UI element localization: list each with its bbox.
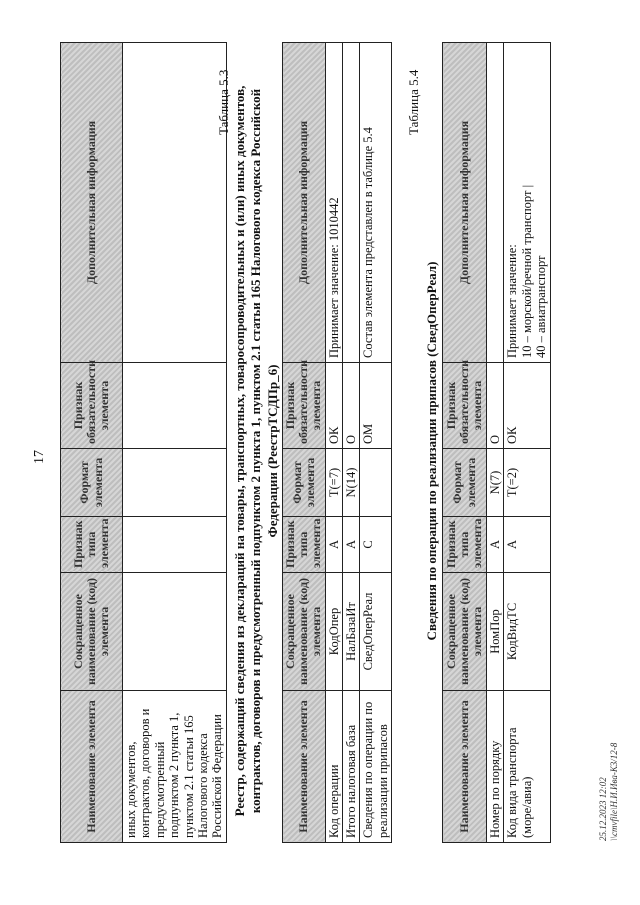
col-header-type: Признак типа элемента	[61, 517, 123, 573]
col-header-required: Признак обязательности элемента	[283, 363, 326, 449]
cell-format: N(7)	[487, 449, 504, 517]
cell-format	[360, 449, 392, 517]
cell-code: НалБазаИт	[342, 573, 359, 691]
cell-code	[123, 573, 227, 691]
cell-format	[123, 449, 227, 517]
info-line: Принимает значение:	[505, 244, 520, 358]
cell-required: О	[342, 363, 359, 449]
cell-type: С	[360, 517, 392, 573]
footer-stamp	[598, 743, 620, 841]
table-5-3	[282, 42, 392, 843]
continuation-table	[60, 42, 227, 843]
cell-required: О	[487, 363, 504, 449]
cell-required: ОК	[504, 363, 550, 449]
col-header-code: Сокращенное наименование (код) элемента	[61, 573, 123, 691]
cell-info	[504, 43, 550, 363]
table-5-4	[442, 42, 551, 843]
cell-info: Состав элемента представлен в таблице 5.4	[360, 43, 392, 363]
table-5-4-caption: Таблица 5.4	[406, 69, 421, 135]
col-header-code: Сокращенное наименование (код) элемента	[283, 573, 326, 691]
table-row	[487, 43, 504, 843]
cell-format: N(14)	[342, 449, 359, 517]
cell-code: КодВидТС	[504, 573, 550, 691]
col-header-format: Формат элемента	[283, 449, 326, 517]
col-header-type: Признак типа элемента	[283, 517, 326, 573]
col-header-format: Формат элемента	[443, 449, 487, 517]
table-row	[360, 43, 392, 843]
cell-code: СведОперРеал	[360, 573, 392, 691]
cell-name: иных документов, контрактов, договоров и предусмотренный подпунктом 2 пункта 1, пунктом 2.1 статьи 165 Налогового кодекса Российской Федерации	[123, 691, 227, 843]
col-header-format: Формат элемента	[61, 449, 123, 517]
col-header-type: Признак типа элемента	[443, 517, 487, 573]
col-header-info: Дополнительная информация	[443, 43, 487, 363]
col-header-name: Наименование элемента	[61, 691, 123, 843]
col-header-required: Признак обязательности элемента	[443, 363, 487, 449]
table-row	[504, 43, 550, 843]
cell-info	[487, 43, 504, 363]
col-header-code: Сокращенное наименование (код) элемента	[443, 573, 487, 691]
cell-type: А	[487, 517, 504, 573]
cell-type: А	[325, 517, 342, 573]
cell-format: T(=7)	[325, 449, 342, 517]
cell-required: ОК	[325, 363, 342, 449]
cell-type: А	[504, 517, 550, 573]
cell-format: T(=2)	[504, 449, 550, 517]
col-header-name: Наименование элемента	[443, 691, 487, 843]
table-row	[123, 43, 227, 843]
cell-name: Код вида транспорта (море/авиа)	[504, 691, 550, 843]
info-line: 40 – авиатранспорт	[534, 255, 549, 358]
cell-code: КодОпер	[325, 573, 342, 691]
table-5-3-heading: Реестр, содержащий сведения из деклараций на товары, транспортных, товаросопроводительных и (или) иных документов, контрактов, договоров и предусмотренный подпунктом 2 пункта 1, пунктом 2.1 статьи 165 Налогового кодекса Российской Федерации (РеестрТСДПр_6)	[232, 85, 280, 817]
cell-type: А	[342, 517, 359, 573]
table-row	[342, 43, 359, 843]
cell-type	[123, 517, 227, 573]
cell-code: НомПор	[487, 573, 504, 691]
cell-name: Сведения по операции по реализации припасов	[360, 691, 392, 843]
footer-date: 25.12.2023 12:02	[598, 777, 608, 841]
col-header-name: Наименование элемента	[283, 691, 326, 843]
cell-info	[342, 43, 359, 363]
col-header-info: Дополнительная информация	[283, 43, 326, 363]
cell-name: Итого налоговая база	[342, 691, 359, 843]
cell-required: ОМ	[360, 363, 392, 449]
cell-info: Принимает значение: 1010442	[325, 43, 342, 363]
table-5-3-caption: Таблица 5.3	[216, 69, 231, 135]
page-number: 17	[32, 450, 47, 464]
footer-path: \\cmvfile\Н.И.Ива-К3/12-8	[608, 742, 619, 841]
cell-required	[123, 363, 227, 449]
table-5-4-heading: Сведения по операции по реализации припасов (СведОперРеал)	[424, 261, 439, 641]
col-header-required: Признак обязательности элемента	[61, 363, 123, 449]
table-row	[325, 43, 342, 843]
info-line: 10 – морской/речной транспорт |	[519, 184, 534, 358]
cell-name: Номер по порядку	[487, 691, 504, 843]
cell-info	[123, 43, 227, 363]
cell-name: Код операции	[325, 691, 342, 843]
col-header-info: Дополнительная информация	[61, 43, 123, 363]
